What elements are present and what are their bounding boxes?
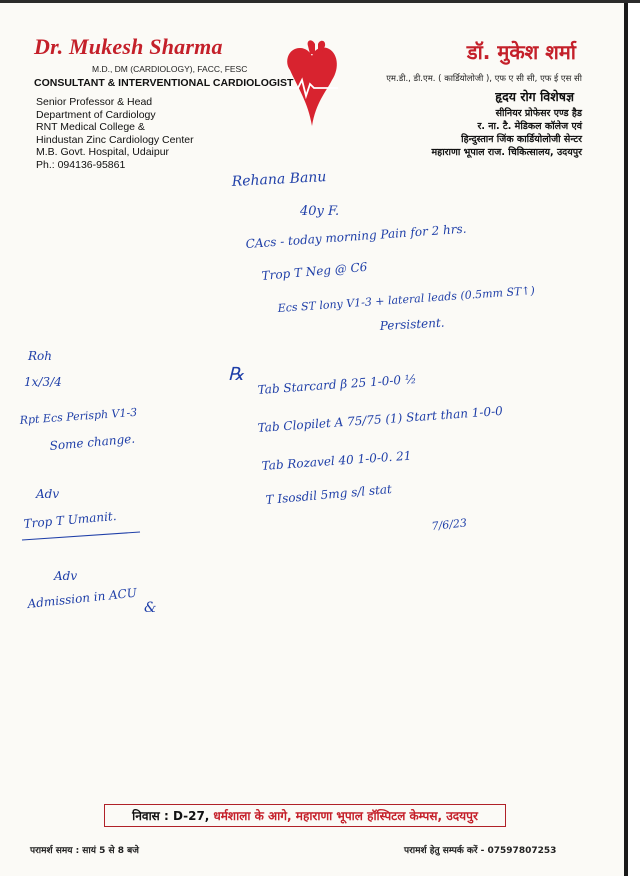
patient-age-sex: 40y F. <box>300 204 340 219</box>
contact-number: परामर्श हेतु सम्पर्क करें - 07597807253 <box>404 846 557 856</box>
qualifications-english: M.D., DM (CARDIOLOGY), FACC, FESC <box>92 64 248 74</box>
info-line: Ph.: 094136-95861 <box>36 158 126 171</box>
left-note: Adv <box>36 487 60 501</box>
prescription-date: 7/6/23 <box>430 516 468 533</box>
left-note: Adv <box>54 569 78 583</box>
residence-address-box <box>104 804 506 827</box>
left-note: & <box>144 600 157 616</box>
medication-line: T Isosdil 5mg s/l stat <box>265 482 393 507</box>
left-note: Some change. <box>49 431 136 453</box>
medication-line: Tab Clopilet A 75/75 (1) Start than 1-0-0 <box>257 403 504 435</box>
medication-line: Tab Rozavel 40 1-0-0. 21 <box>261 448 412 473</box>
left-note: Rpt Ecs Perisph V1-3 <box>19 405 138 427</box>
specialty-hindi: हृदय रोग विशेषज्ञ <box>495 89 574 104</box>
doctor-name-hindi: डॉ. मुकेश शर्मा <box>466 40 576 64</box>
underline <box>22 532 140 540</box>
complaint-line: Trop T Neg @ C6 <box>261 259 368 283</box>
info-line: हिन्दुस्तान जिंक कार्डियोलोजी सेन्टर <box>461 134 582 145</box>
info-line: RNT Medical College & <box>36 121 145 133</box>
medication-line: Tab Starcard β 25 1-0-0 ½ <box>257 371 417 397</box>
info-line: महाराणा भूपाल राज. चिकित्सालय, उदयपुर <box>431 147 582 158</box>
left-note: Roh <box>28 349 52 363</box>
complaint-line: CAcs - today morning Pain for 2 hrs. <box>245 221 467 251</box>
patient-name: Rehana Banu <box>231 169 327 190</box>
complaint-line: Ecs ST lony V1-3 + lateral leads (0.5mm ST↑) <box>277 284 536 315</box>
consultation-hours: परामर्श समय : सायं 5 से 8 बजे <box>30 846 139 856</box>
complaint-line: Persistent. <box>379 315 445 333</box>
info-line: Hindustan Zinc Cardiology Center <box>36 133 194 146</box>
doctor-name-english: Dr. Mukesh Sharma <box>34 34 223 59</box>
left-note: Trop T Umanit. <box>23 508 118 531</box>
left-note: 1x/3/4 <box>24 375 62 389</box>
qualifications-hindi: एम.डी., डी.एम. ( कार्डियोलोजी ), एफ ए सी सी, एफ ई एस सी <box>386 74 582 84</box>
info-line: सीनियर प्रोफेसर एण्ड हैड <box>495 108 582 119</box>
info-line: M.B. Govt. Hospital, Udaipur <box>36 146 170 158</box>
residence-address: धर्मशाला के आगे, महाराणा भूपाल हॉस्पिटल केम्पस, उदयपुर <box>213 809 478 823</box>
rx-symbol: ℞ <box>228 364 245 385</box>
info-line: Senior Professor & Head <box>36 96 153 108</box>
info-line: Department of Cardiology <box>36 108 156 121</box>
residence-label: निवास : D-27, <box>132 809 210 823</box>
left-note: Admission in ACU <box>26 585 138 611</box>
info-line: र. ना. टै. मेडिकल कॉलेज एवं <box>477 121 582 132</box>
title-english: CONSULTANT & INTERVENTIONAL CARDIOLOGIST <box>34 77 294 89</box>
